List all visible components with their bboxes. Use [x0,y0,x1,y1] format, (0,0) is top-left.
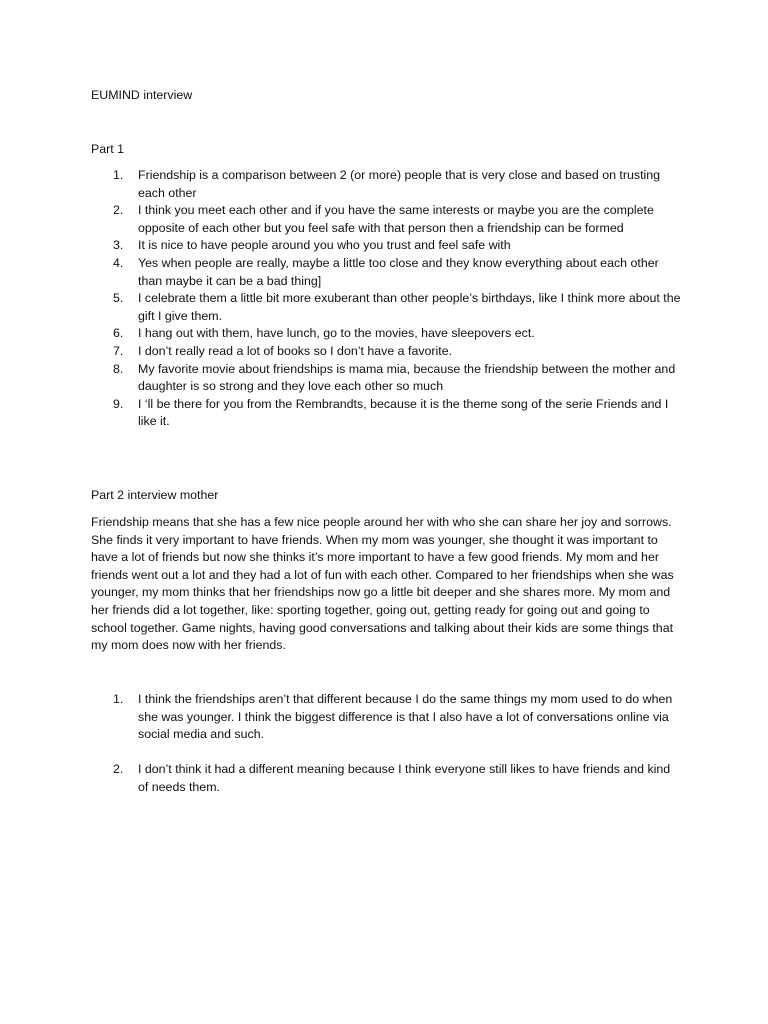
list-item [91,325,681,343]
list-item [91,237,681,255]
list-item-text: My favorite movie about friendships is mama mia, because the friendship between the mother and daughter is so strong and they love each other so much [138,361,676,394]
list-item-text: I hang out with them, have lunch, go to the movies, have sleepovers ect. [138,326,535,341]
list-item-number: 1. [113,168,124,182]
list-item [91,361,681,396]
part2-heading: Part 2 interview mother [91,488,219,502]
list-item-number: 8. [113,361,124,376]
list-item-text: Friendship is a comparison between 2 (or more) people that is very close and based on trusting each other [138,168,661,200]
list-item [91,396,681,431]
list-item-text: I ‘ll be there for you from the Rembrandts, because it is the theme song of the serie Friends and I like it. [138,396,669,429]
list-item-text: It is nice to have people around you who you trust and feel safe with [138,238,511,253]
list-item [91,290,681,325]
list-item-number: 6. [113,326,124,341]
list-item-text: I think the friendships aren’t that different because I do the same things my mom used to do when she was younger. I think the biggest difference is that I also have a lot of conversations online via social media and such. [138,692,673,742]
list-item [91,691,681,744]
list-item-number: 7. [113,343,124,358]
list-item-number: 2. [113,203,124,218]
list-item [91,761,681,796]
part1-heading: Part 1 [91,142,125,156]
list-item [91,255,681,290]
list-item-number: 1. [113,692,124,706]
part1-answer-list [91,167,681,431]
list-item [91,343,681,361]
list-item-number: 2. [113,762,124,777]
list-item-number: 4. [113,255,124,270]
list-item [91,202,681,237]
list-item-text: I think you meet each other and if you have the same interests or maybe you are the complete opposite of each other but you feel safe with that person then a friendship can be formed [138,203,654,235]
list-item-text: Yes when people are really, maybe a little too close and they know everything about each other than maybe it can be a bad thing] [138,255,659,288]
list-item-number: 3. [113,238,124,253]
list-item [91,167,681,202]
document-title: EUMIND interview [91,88,193,102]
list-item-text: I don’t really read a lot of books so I don’t have a favorite. [138,343,453,358]
list-item-text: I celebrate them a little bit more exuberant than other people’s birthdays, like I think more about the gift I give them. [138,291,681,323]
part2-answer-list [91,691,681,814]
mother-interview-paragraph: Friendship means that she has a few nice people around her with who she can share her joy and sorrows. She finds it very important to have friends. When my mom was younger, she thought it was important to have a lot of friends but now she thinks it’s more important to have a few good friends. My mom and her friends went out a lot and they had a lot of fun with each other. Compared to her friendships when she was younger, my mom thinks that her friendships now go a little bit deeper and she shares more. My mom and her friends did a lot together, like: sporting together, going out, getting ready for going out and going to school together. Game nights, having good conversations and talking about their kids are some things that my mom does now with her friends. [91,515,674,653]
list-item-number: 9. [113,396,124,411]
list-item-number: 5. [113,291,124,306]
list-item-text: I don’t think it had a different meaning because I think everyone still likes to have friends and kind of needs them. [138,762,671,794]
